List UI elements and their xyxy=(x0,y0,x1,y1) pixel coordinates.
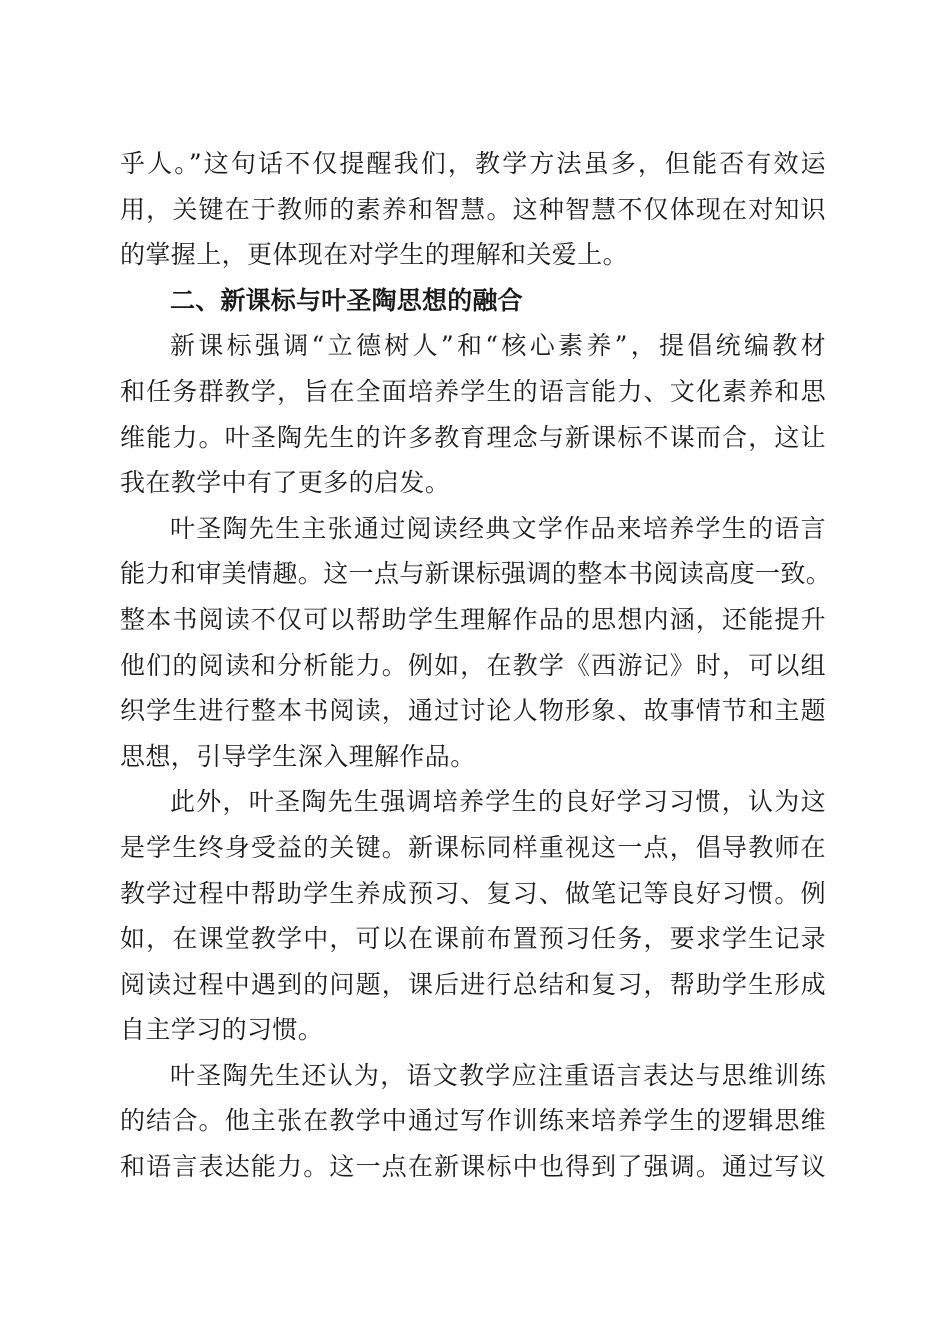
paragraph xyxy=(120,1053,826,1190)
text-line: 维能力。叶圣陶先生的许多教育理念与新课标不谋而合，这让 xyxy=(120,422,826,452)
text-line: 织学生进行整本书阅读，通过讨论人物形象、故事情节和主题 xyxy=(120,696,826,726)
text-line: 叶圣陶先生还认为，语文教学应注重语言表达与思维训练 xyxy=(170,1060,826,1090)
text-line: 能力和审美情趣。这一点与新课标强调的整本书阅读高度一致。 xyxy=(120,559,832,589)
text-line: 的掌握上，更体现在对学生的理解和关爱上。 xyxy=(120,240,629,270)
text-line: 他们的阅读和分析能力。例如，在教学《西游记》时，可以组 xyxy=(120,650,826,680)
text-line: 是学生终身受益的关键。新课标同样重视这一点，倡导教师在 xyxy=(120,832,826,862)
text-line: 整本书阅读不仅可以帮助学生理解作品的思想内涵，还能提升 xyxy=(120,604,826,634)
text-line: 我在教学中有了更多的启发。 xyxy=(120,468,451,498)
document-body xyxy=(120,141,832,1190)
text-line: 思想，引导学生深入理解作品。 xyxy=(120,741,476,771)
paragraph xyxy=(120,779,826,1053)
text-line: 和任务群教学，旨在全面培养学生的语言能力、文化素养和思 xyxy=(120,376,826,406)
section-heading: 二、新课标与叶圣陶思想的融合 xyxy=(170,285,523,315)
text-line: 用，关键在于教师的素养和智慧。这种智慧不仅体现在对知识 xyxy=(120,194,826,224)
paragraph xyxy=(120,323,826,505)
text-line: 的结合。他主张在教学中通过写作训练来培养学生的逻辑思维 xyxy=(120,1106,826,1136)
text-line: 阅读过程中遇到的问题，课后进行总结和复习，帮助学生形成 xyxy=(120,969,826,999)
text-line: 自主学习的习惯。 xyxy=(120,1015,324,1045)
paragraph xyxy=(120,506,832,780)
text-line: 新课标强调“立德树人”和“核心素养”，提倡统编教材 xyxy=(170,331,826,361)
text-line: 叶圣陶先生主张通过阅读经典文学作品来培养学生的语言 xyxy=(170,513,826,543)
text-line: 教学过程中帮助学生养成预习、复习、做笔记等良好习惯。例 xyxy=(120,878,826,908)
text-line: 此外，叶圣陶先生强调培养学生的良好学习习惯，认为这 xyxy=(170,787,826,817)
text-line: 乎人。”这句话不仅提醒我们，教学方法虽多，但能否有效运 xyxy=(120,149,826,178)
text-line: 如，在课堂教学中，可以在课前布置预习任务，要求学生记录 xyxy=(120,924,826,954)
text-line: 和语言表达能力。这一点在新课标中也得到了强调。通过写议 xyxy=(120,1152,826,1182)
paragraph-continuation xyxy=(120,141,826,278)
